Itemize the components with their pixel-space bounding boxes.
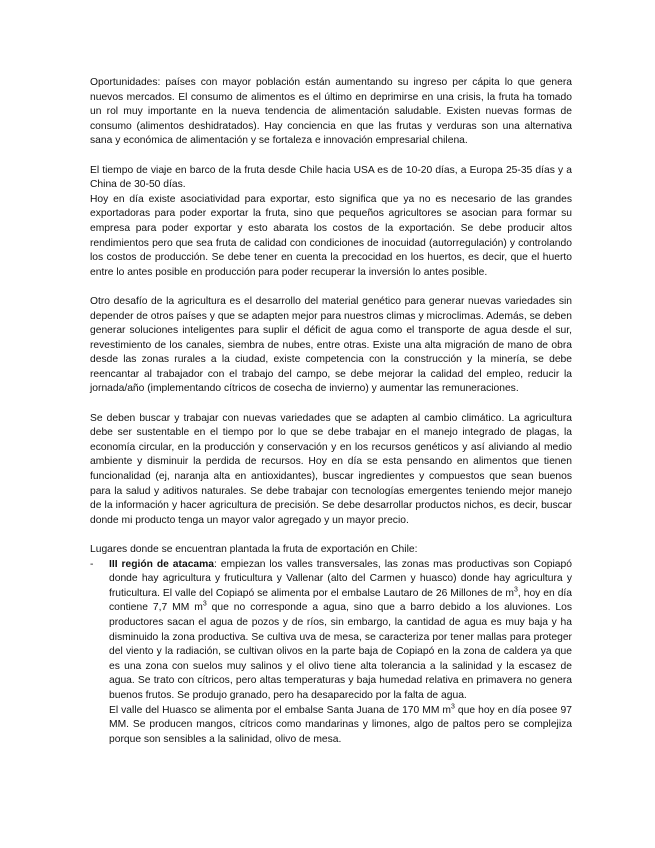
paragraph-climate-change: Se deben buscar y trabajar con nuevas variedades que se adapten al cambio climático. La agricultura debe ser sustentable en el tiempo por lo que se debe trabajar en el manejo integrado de plagas, la economía circular, en la producción y conservación y en los recursos genéticos y así aliviando al medio ambiente y disminuir la perdida de recursos. Hoy en día se esta pensando en alimentos que tienen funcionalidad (ej, naranja alta en antioxidantes), buscar ingredientes y compuestos que sean buenos para la salud y aditivos naturales. Se debe trabajar con tecnologías emergentes teniendo mejor manejo de la información y hacer agricultura de precisión. Se debe desarrollar productos nichos, es decir, buscar donde mi producto tenga un mayor valor agregado y un mayor precio. <box>90 412 572 526</box>
atacama-text-3: que no corresponde a agua, sino que a barro debido a los aluviones. Los productores sacan el agua de pozos y de ríos, sin embargo, la cantidad de agua es muy baja y ha disminuido la zona productiva. Se cultiva uva de mesa, se caracteriza por tener mallas para proteger del viento y la radiación, se cultivan olivos en la parte baja de Copiapó en la zona de caldera ya que es una zona con suelos muy salinos y el olivo tiene alta tolerancia a la salinidad y la escasez de agua. Se trato con cítricos, pero altas temperaturas y baja humedad relativa en primavera no genera buenos frutos. Se produjo granado, pero ha desaparecido por la falta de agua. <box>109 602 572 701</box>
superscript-3: 3 <box>451 703 455 711</box>
superscript-3: 3 <box>514 586 518 594</box>
list-dash: - <box>90 558 94 570</box>
atacama-text-1: : empiezan los valles transversales, las zonas mas productivas son Copiapó donde hay agricultura y fruticultura y Vallenar (alto del Carmen y huasco) donde hay agricultura y fruticultura. El valle del Copiapó se alimenta por el embalse Lautaro de 26 Millones de m <box>109 558 572 599</box>
paragraph-opportunities: Oportunidades: países con mayor población están aumentando su ingreso per cápita lo que genera nuevos mercados. El consumo de alimentos es el último en deprimirse en una crisis, la fruta ha tomado un rol muy importante en la nueva tendencia de alimentación saludable. Existen nuevas formas de consumo (alimentos deshidratados). Hay conciencia en que las frutas y verduras son una alternativa sana y económica de alimentación y se fortaleza e innovación empresarial chilena. <box>90 77 572 147</box>
paragraph-genetic-challenge: Otro desafío de la agricultura es el desarrollo del material genético para generar nuevas variedades sin depender de otros países y que se adapten mejor para nuestros climas y microclimas. Además, se deben generar soluciones inteligentes para suplir el déficit de agua como el transporte de agua desde el sur, revestimiento de los canales, siembra de nubes, entre otras. Existe una alta migración de mano de obra desde las zonas rurales a la ciudad, existe competencia con la construcción y la minería, se debe reencantar al trabajador con el trabajo del campo, se debe mejorar la calidad del empleo, reducir la jornada/año (implementando cítricos de cosecha de invierno) y aumentar las remuneraciones. <box>90 295 572 395</box>
atacama-text-2: , hoy en día contiene 7,7 MM m <box>109 587 573 614</box>
huasco-description <box>109 704 572 748</box>
document-page <box>90 76 572 747</box>
list-item-atacama <box>90 558 572 748</box>
atacama-description <box>109 558 572 704</box>
region-label: III región de atacama <box>109 558 215 570</box>
huasco-text-1: El valle del Huasco se alimenta por el embalse Santa Juana de 170 MM m <box>109 704 451 716</box>
superscript-3: 3 <box>202 600 207 608</box>
huasco-text-2: que hoy en día posee 97 MM. Se producen mangos, cítricos como mandarinas y limones, algo de paltos pero se complejiza porque son sensibles a la salinidad, olivo de mesa. <box>109 704 572 745</box>
paragraph-travel-time: El tiempo de viaje en barco de la fruta desde Chile hacia USA es de 10-20 días, a Europa 25-35 días y a China de 30-50 días. <box>90 164 572 191</box>
paragraph-locations-intro: Lugares donde se encuentran plantada la fruta de exportación en Chile: <box>90 544 418 555</box>
paragraph-associativity: Hoy en día existe asociatividad para exportar, esto significa que ya no es necesario de las grandes exportadoras para poder exportar la fruta, sino que pequeños agricultores se asocian para formar su empresa para poder exportar y esto abarata los costos de la exportación. Se debe producir altos rendimientos pero que sea fruta de calidad con condiciones de inocuidad (autorregulación) y controlando los costos de producción. Se debe tener en cuenta la precocidad en los huertos, es decir, que el huerto entre lo antes posible en producción para poder recuperar la inversión lo antes posible. <box>90 193 572 278</box>
